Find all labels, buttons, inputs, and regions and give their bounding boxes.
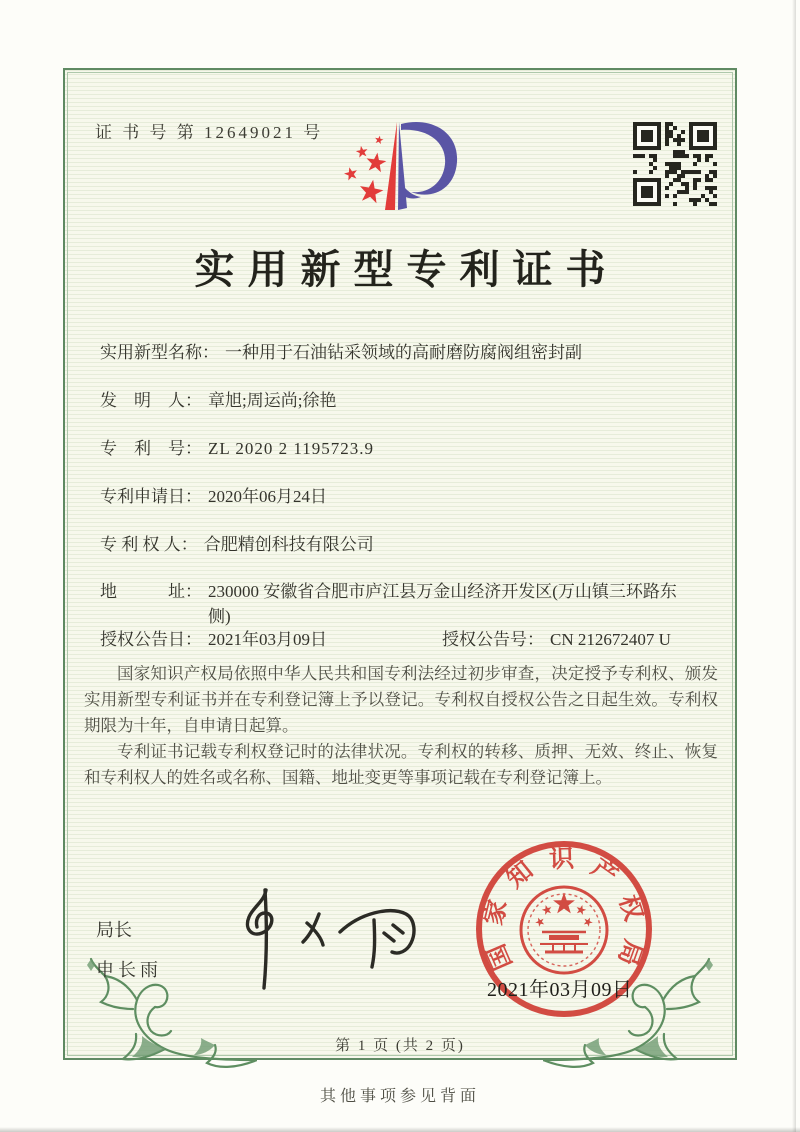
field-filing-date: [100, 484, 327, 509]
field-inventors: [100, 388, 336, 413]
handwritten-signature-icon: [222, 882, 427, 994]
field-label: 专 利 号：: [100, 439, 202, 458]
back-side-note: 其他事项参见背面: [319, 1088, 480, 1105]
signer-title: 局长: [96, 920, 132, 940]
field-value: 2021年03月09日: [208, 630, 327, 649]
field-patent-number: [100, 436, 374, 461]
qr-code: [633, 122, 717, 206]
field-value: 230000 安徽省合肥市庐江县万金山经济开发区(万山镇三环路东侧): [208, 582, 677, 626]
field-grant-date-and-number: [100, 627, 671, 652]
certificate-title: 实用新型专利证书: [194, 247, 619, 292]
legal-paragraph: 专利证书记载专利权登记时的法律状况。专利权的转移、质押、无效、终止、恢复和专利权人的姓名或名称、国籍、地址变更等事项记载在专利登记簿上。: [84, 742, 718, 787]
signer-name: 申长雨: [96, 960, 162, 980]
field-label: 专利申请日：: [100, 487, 202, 506]
field-label: 授权公告日：: [100, 630, 202, 649]
field-label: 发 明 人：: [100, 391, 202, 410]
seal-org-text: 国家知识产权局: [480, 845, 647, 974]
cnipa-patent-logo-icon: [335, 110, 470, 232]
field-value: CN 212672407 U: [550, 630, 671, 649]
scan-edge: [0, 1127, 800, 1132]
field-patentee: [100, 532, 374, 557]
field-value: ZL 2020 2 1195723.9: [208, 439, 375, 458]
field-label: 专 利 权 人：: [100, 535, 198, 554]
signer-block: [96, 916, 162, 982]
field-address: [100, 579, 692, 629]
field-value: 2020年06月24日: [208, 487, 327, 506]
field-value: 一种用于石油钻采领域的高耐磨防腐阀组密封副: [225, 343, 582, 362]
field-label: 实用新型名称：: [100, 343, 219, 362]
seal-date: 2021年03月09日: [487, 979, 633, 1001]
field-value: 合肥精创科技有限公司: [203, 535, 374, 554]
field-label: 授权公告号：: [442, 630, 544, 649]
certificate-number: 证 书 号 第 12649021 号: [95, 123, 324, 142]
field-label: 地 址：: [100, 582, 202, 601]
field-value: 章旭;周运尚;徐艳: [208, 391, 337, 410]
scan-edge: [792, 0, 796, 1132]
legal-paragraph: 国家知识产权局依照中华人民共和国专利法经过初步审查，决定授予专利权、颁发实用新型专利证书并在专利登记簿上予以登记。专利权自授权公告之日起生效。专利权期限为十年，自申请日起算。: [84, 664, 718, 735]
legal-text: [84, 661, 718, 791]
field-utility-model-name: [100, 340, 582, 365]
page-number: 第 1 页 (共 2 页): [335, 1038, 465, 1054]
